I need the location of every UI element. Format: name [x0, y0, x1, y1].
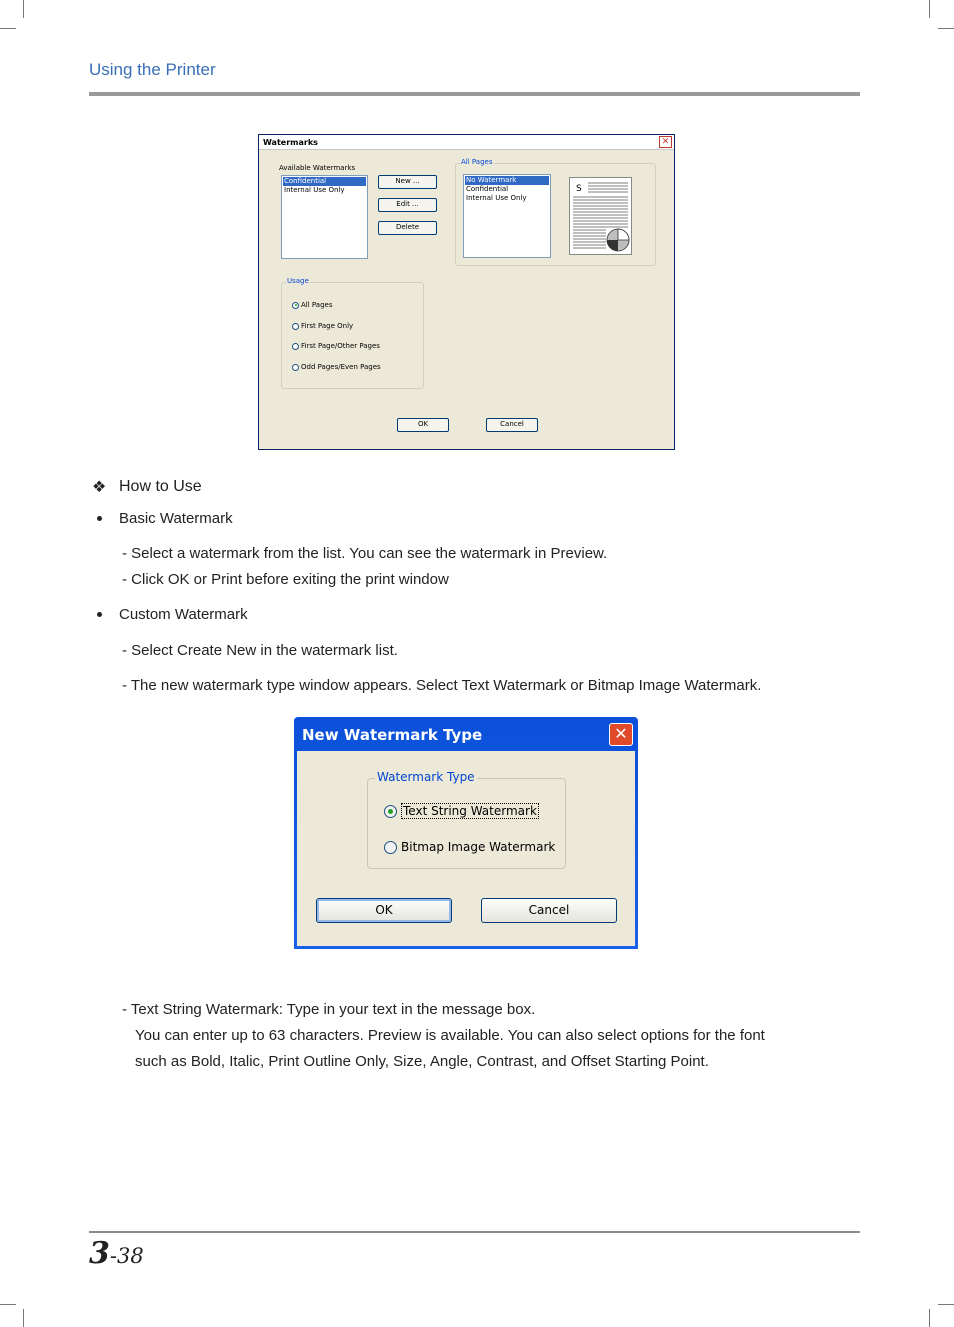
usage-group — [281, 277, 424, 389]
text-string-note-line: You can enter up to 63 characters. Preview is available. You can also select options for the font — [135, 1027, 765, 1044]
text-string-note-line: - Text String Watermark: Type in your text in the message box. — [122, 1001, 536, 1018]
preview-letter: S — [576, 184, 582, 194]
radio-icon — [292, 343, 299, 350]
close-icon[interactable]: ✕ — [609, 723, 633, 746]
available-watermarks-list[interactable] — [281, 175, 368, 259]
custom-step: - Select Create New in the watermark list. — [122, 642, 398, 659]
radio-label: Text String Watermark — [403, 804, 537, 818]
crop-mark — [23, 1309, 24, 1327]
how-to-use-heading: How to Use — [119, 478, 202, 495]
usage-option-first-page-only[interactable] — [292, 322, 353, 330]
watermarks-dialog-title: Watermarks — [259, 135, 674, 150]
radio-icon — [384, 805, 397, 818]
dialog-body — [297, 751, 635, 946]
header-divider — [89, 92, 860, 96]
list-item[interactable]: No Watermark — [465, 176, 549, 185]
cancel-button[interactable]: Cancel — [486, 418, 538, 432]
page-watermark-list[interactable] — [463, 174, 551, 258]
list-item[interactable]: Confidential — [283, 177, 366, 186]
crop-mark — [0, 28, 16, 29]
list-item[interactable]: Internal Use Only — [284, 186, 345, 194]
edit-button[interactable]: Edit ... — [378, 198, 437, 212]
radio-icon — [292, 364, 299, 371]
list-item[interactable]: Internal Use Only — [466, 194, 527, 202]
text-string-watermark-option[interactable] — [384, 803, 539, 819]
watermark-type-group — [367, 770, 566, 869]
crop-mark — [938, 28, 954, 29]
footer-divider — [89, 1231, 860, 1233]
radio-label: Odd Pages/Even Pages — [301, 363, 381, 371]
radio-icon — [384, 841, 397, 854]
page-number — [89, 1236, 144, 1271]
usage-label: Usage — [287, 277, 309, 285]
watermark-type-label: Watermark Type — [377, 770, 475, 784]
watermarks-dialog — [258, 134, 675, 450]
crop-mark — [929, 1309, 930, 1327]
radio-icon — [292, 302, 299, 309]
ok-button[interactable]: OK — [397, 418, 449, 432]
usage-option-odd-even-pages[interactable] — [292, 363, 381, 371]
crop-mark — [23, 0, 24, 18]
radio-label: Bitmap Image Watermark — [401, 840, 556, 854]
radio-label: All Pages — [301, 301, 333, 309]
bullet-icon — [97, 612, 102, 617]
basic-step: - Select a watermark from the list. You can see the watermark in Preview. — [122, 545, 608, 562]
radio-label: First Page Only — [301, 322, 354, 330]
custom-watermark-title: Custom Watermark — [119, 606, 248, 623]
crop-mark — [938, 1304, 954, 1305]
cancel-button[interactable]: Cancel — [481, 898, 617, 923]
page-number-suffix: -38 — [109, 1244, 144, 1268]
list-item[interactable]: Confidential — [466, 185, 509, 193]
new-button[interactable]: New ... — [378, 175, 437, 189]
delete-button[interactable]: Delete — [378, 221, 437, 235]
crop-mark — [929, 0, 930, 18]
radio-icon — [292, 323, 299, 330]
crop-mark — [0, 1304, 16, 1305]
radio-label: First Page/Other Pages — [301, 342, 380, 350]
text-string-note-line: such as Bold, Italic, Print Outline Only, Size, Angle, Contrast, and Offset Starting Point. — [135, 1053, 709, 1070]
new-watermark-type-title: New Watermark Type — [302, 726, 483, 744]
basic-step: - Click OK or Print before exiting the print window — [122, 571, 449, 588]
usage-option-all-pages[interactable] — [292, 301, 333, 309]
preview-page-image — [570, 178, 631, 254]
new-watermark-type-dialog — [294, 717, 638, 949]
close-icon[interactable]: ✕ — [659, 136, 672, 148]
bullet-icon — [97, 516, 102, 521]
basic-watermark-title: Basic Watermark — [119, 510, 233, 527]
custom-step: - The new watermark type window appears. Select Text Watermark or Bitmap Image Watermark. — [122, 677, 762, 694]
bitmap-image-watermark-option[interactable] — [384, 840, 555, 854]
all-pages-label: All Pages — [461, 158, 493, 166]
ok-button[interactable]: OK — [316, 898, 452, 923]
chapter-number: 3 — [89, 1236, 110, 1271]
usage-option-first-other-pages[interactable] — [292, 342, 380, 350]
page-header-title: Using the Printer — [89, 60, 216, 79]
how-to-use-icon: ❖ — [92, 479, 107, 496]
available-watermarks-label: Available Watermarks — [279, 164, 356, 172]
watermark-preview — [569, 177, 632, 255]
